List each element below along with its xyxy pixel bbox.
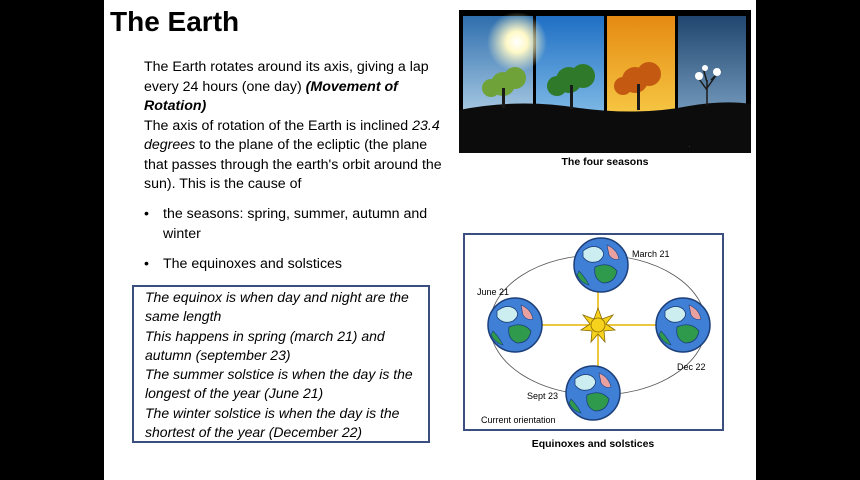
equinox-diagram bbox=[463, 233, 724, 431]
winter-solstice-definition: The winter solstice is when the day is the shortest of the year (December 22) bbox=[145, 404, 400, 441]
bullet-text: The equinoxes and solstices bbox=[163, 256, 343, 272]
four-seasons-image bbox=[459, 10, 751, 153]
rotation-emphasis: (Movement of Rotation) bbox=[144, 78, 398, 114]
slide bbox=[104, 0, 756, 480]
rotation-paragraph bbox=[144, 58, 444, 195]
svg-text:.: . bbox=[689, 143, 691, 149]
bullet-text: the seasons: spring, summer, autumn and winter bbox=[163, 206, 428, 242]
label-june: June 21 bbox=[477, 287, 510, 297]
axis-text-2: to the plane of the ecliptic (the plane that passes through the earth's orbit around the sun). This is the cause of bbox=[144, 137, 442, 192]
bullet-list bbox=[144, 205, 444, 275]
label-sept: Sept 23 bbox=[527, 391, 559, 401]
axis-emphasis: 23.4 degrees bbox=[144, 117, 440, 153]
definition-box bbox=[132, 285, 430, 443]
label-dec: Dec 22 bbox=[677, 362, 706, 372]
axis-text-1: The axis of rotation of the Earth is inclined bbox=[144, 117, 413, 134]
bullet-mark: • bbox=[144, 206, 149, 222]
equinox-diagram-caption: Equinoxes and solstices bbox=[531, 438, 655, 450]
equinox-definition: The equinox is when day and night are the same length bbox=[145, 289, 409, 325]
rotation-text: The Earth rotates around its axis, giving a lap every 24 hours (one day) bbox=[144, 59, 429, 95]
label-current-orientation: Current orientation bbox=[481, 415, 556, 425]
slide-title: The Earth bbox=[110, 6, 240, 37]
bullet-mark: • bbox=[144, 256, 149, 272]
equinox-dates: This happens in spring (march 21) and autumn (september 23) bbox=[145, 327, 385, 363]
four-seasons-caption: The four seasons bbox=[561, 156, 649, 168]
summer-solstice-definition: The summer solstice is when the day is the longest of the year (June 21) bbox=[145, 366, 413, 402]
bullet-item bbox=[144, 205, 444, 244]
label-march: March 21 bbox=[632, 249, 670, 259]
bullet-item bbox=[144, 255, 444, 275]
